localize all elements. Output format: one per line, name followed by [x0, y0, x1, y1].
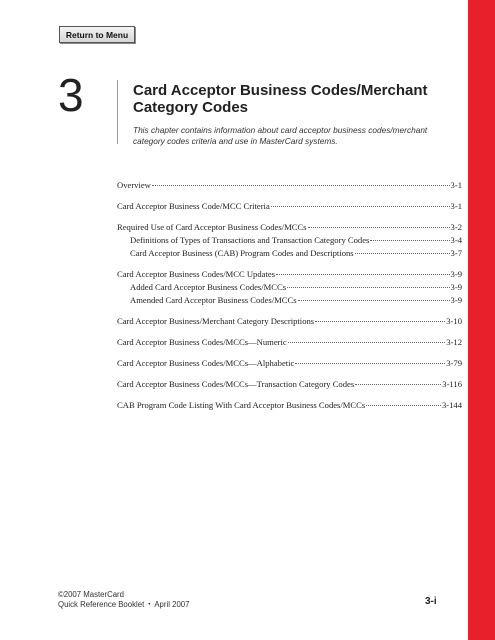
chapter-divider	[117, 80, 118, 144]
toc-entry-page: 3-7	[450, 248, 462, 258]
toc-dot-leader	[355, 253, 450, 254]
toc-dot-leader	[288, 342, 446, 343]
toc-group	[117, 336, 462, 349]
toc-dot-leader	[366, 405, 441, 406]
toc-entry-label: Card Acceptor Business Codes/MCCs—Numeric	[117, 337, 287, 347]
chapter-intro: This chapter contains information about card acceptor business codes/merchant category codes criteria and use in MasterCard systems.	[133, 125, 428, 146]
toc-entry[interactable]	[117, 378, 462, 391]
toc-entry-label: Definitions of Types of Transactions and Transaction Category Codes	[130, 235, 370, 245]
toc-entry-page: 3-12	[446, 337, 462, 347]
toc-entry[interactable]	[117, 294, 462, 307]
toc-dot-leader	[271, 206, 450, 207]
toc-group	[117, 221, 462, 260]
footer-separator: •	[148, 602, 151, 608]
toc-dot-leader	[298, 300, 450, 301]
toc-entry-page: 3-4	[450, 235, 462, 245]
footer-booklet: Quick Reference Booklet	[58, 600, 145, 610]
toc-entry-label: Card Acceptor Business Codes/MCC Updates	[117, 269, 276, 279]
toc-entry[interactable]	[117, 247, 462, 260]
toc-group	[117, 357, 462, 370]
toc-entry-page: 3-1	[450, 201, 462, 211]
toc-entry[interactable]	[117, 268, 462, 281]
table-of-contents	[117, 179, 462, 420]
toc-entry-page: 3-144	[441, 400, 462, 410]
toc-dot-leader	[276, 274, 450, 275]
chapter-title	[133, 82, 433, 116]
toc-entry[interactable]	[117, 179, 462, 192]
toc-group	[117, 268, 462, 307]
footer-date: April 2007	[154, 600, 190, 610]
footer-page-number: 3-i	[425, 596, 437, 607]
footer-copyright: ©2007 MasterCard	[58, 590, 124, 599]
toc-entry-label: Overview	[117, 180, 151, 190]
toc-entry-page: 3-2	[450, 222, 462, 232]
toc-group	[117, 200, 462, 213]
toc-entry-page: 3-9	[450, 269, 462, 279]
toc-group	[117, 378, 462, 391]
footer-info	[58, 590, 189, 610]
toc-dot-leader	[287, 287, 449, 288]
footer-booklet-line	[58, 600, 189, 610]
toc-entry[interactable]	[117, 281, 462, 294]
toc-entry-label: Card Acceptor Business/Merchant Category Descriptions	[117, 316, 315, 326]
toc-dot-leader	[355, 384, 441, 385]
toc-entry-page: 3-1	[450, 180, 462, 190]
red-side-bar	[468, 0, 495, 640]
toc-dot-leader	[370, 240, 449, 241]
toc-entry-page: 3-9	[450, 295, 462, 305]
toc-entry-label: Card Acceptor Business (CAB) Program Codes and Descriptions	[130, 248, 354, 258]
toc-entry[interactable]	[117, 200, 462, 213]
toc-group	[117, 399, 462, 412]
toc-entry-label: Required Use of Card Acceptor Business Codes/MCCs	[117, 222, 307, 232]
toc-entry[interactable]	[117, 221, 462, 234]
toc-group	[117, 315, 462, 328]
toc-entry-page: 3-10	[446, 316, 462, 326]
toc-entry[interactable]	[117, 357, 462, 370]
toc-dot-leader	[315, 321, 445, 322]
toc-entry-label: CAB Program Code Listing With Card Acceptor Business Codes/MCCs	[117, 400, 366, 410]
return-to-menu-button[interactable]: Return to Menu	[59, 26, 135, 43]
toc-entry[interactable]	[117, 315, 462, 328]
toc-entry-label: Card Acceptor Business Codes/MCCs—Transaction Category Codes	[117, 379, 355, 389]
toc-dot-leader	[308, 227, 450, 228]
toc-dot-leader	[152, 185, 450, 186]
toc-entry-label: Card Acceptor Business Code/MCC Criteria	[117, 201, 270, 211]
toc-entry-label: Added Card Acceptor Business Codes/MCCs	[130, 282, 287, 292]
toc-entry-label: Amended Card Acceptor Business Codes/MCCs	[130, 295, 297, 305]
chapter-number: 3	[58, 69, 84, 121]
toc-entry-label: Card Acceptor Business Codes/MCCs—Alphabetic	[117, 358, 295, 368]
toc-entry[interactable]	[117, 234, 462, 247]
toc-group	[117, 179, 462, 192]
toc-entry-page: 3-116	[442, 379, 462, 389]
chapter-title-line2: Category Codes	[133, 99, 249, 116]
toc-entry[interactable]	[117, 399, 462, 412]
toc-dot-leader	[295, 363, 445, 364]
toc-entry[interactable]	[117, 336, 462, 349]
toc-entry-page: 3-9	[450, 282, 462, 292]
toc-entry-page: 3-79	[446, 358, 462, 368]
chapter-title-line1: Card Acceptor Business Codes/Merchant	[133, 82, 428, 99]
